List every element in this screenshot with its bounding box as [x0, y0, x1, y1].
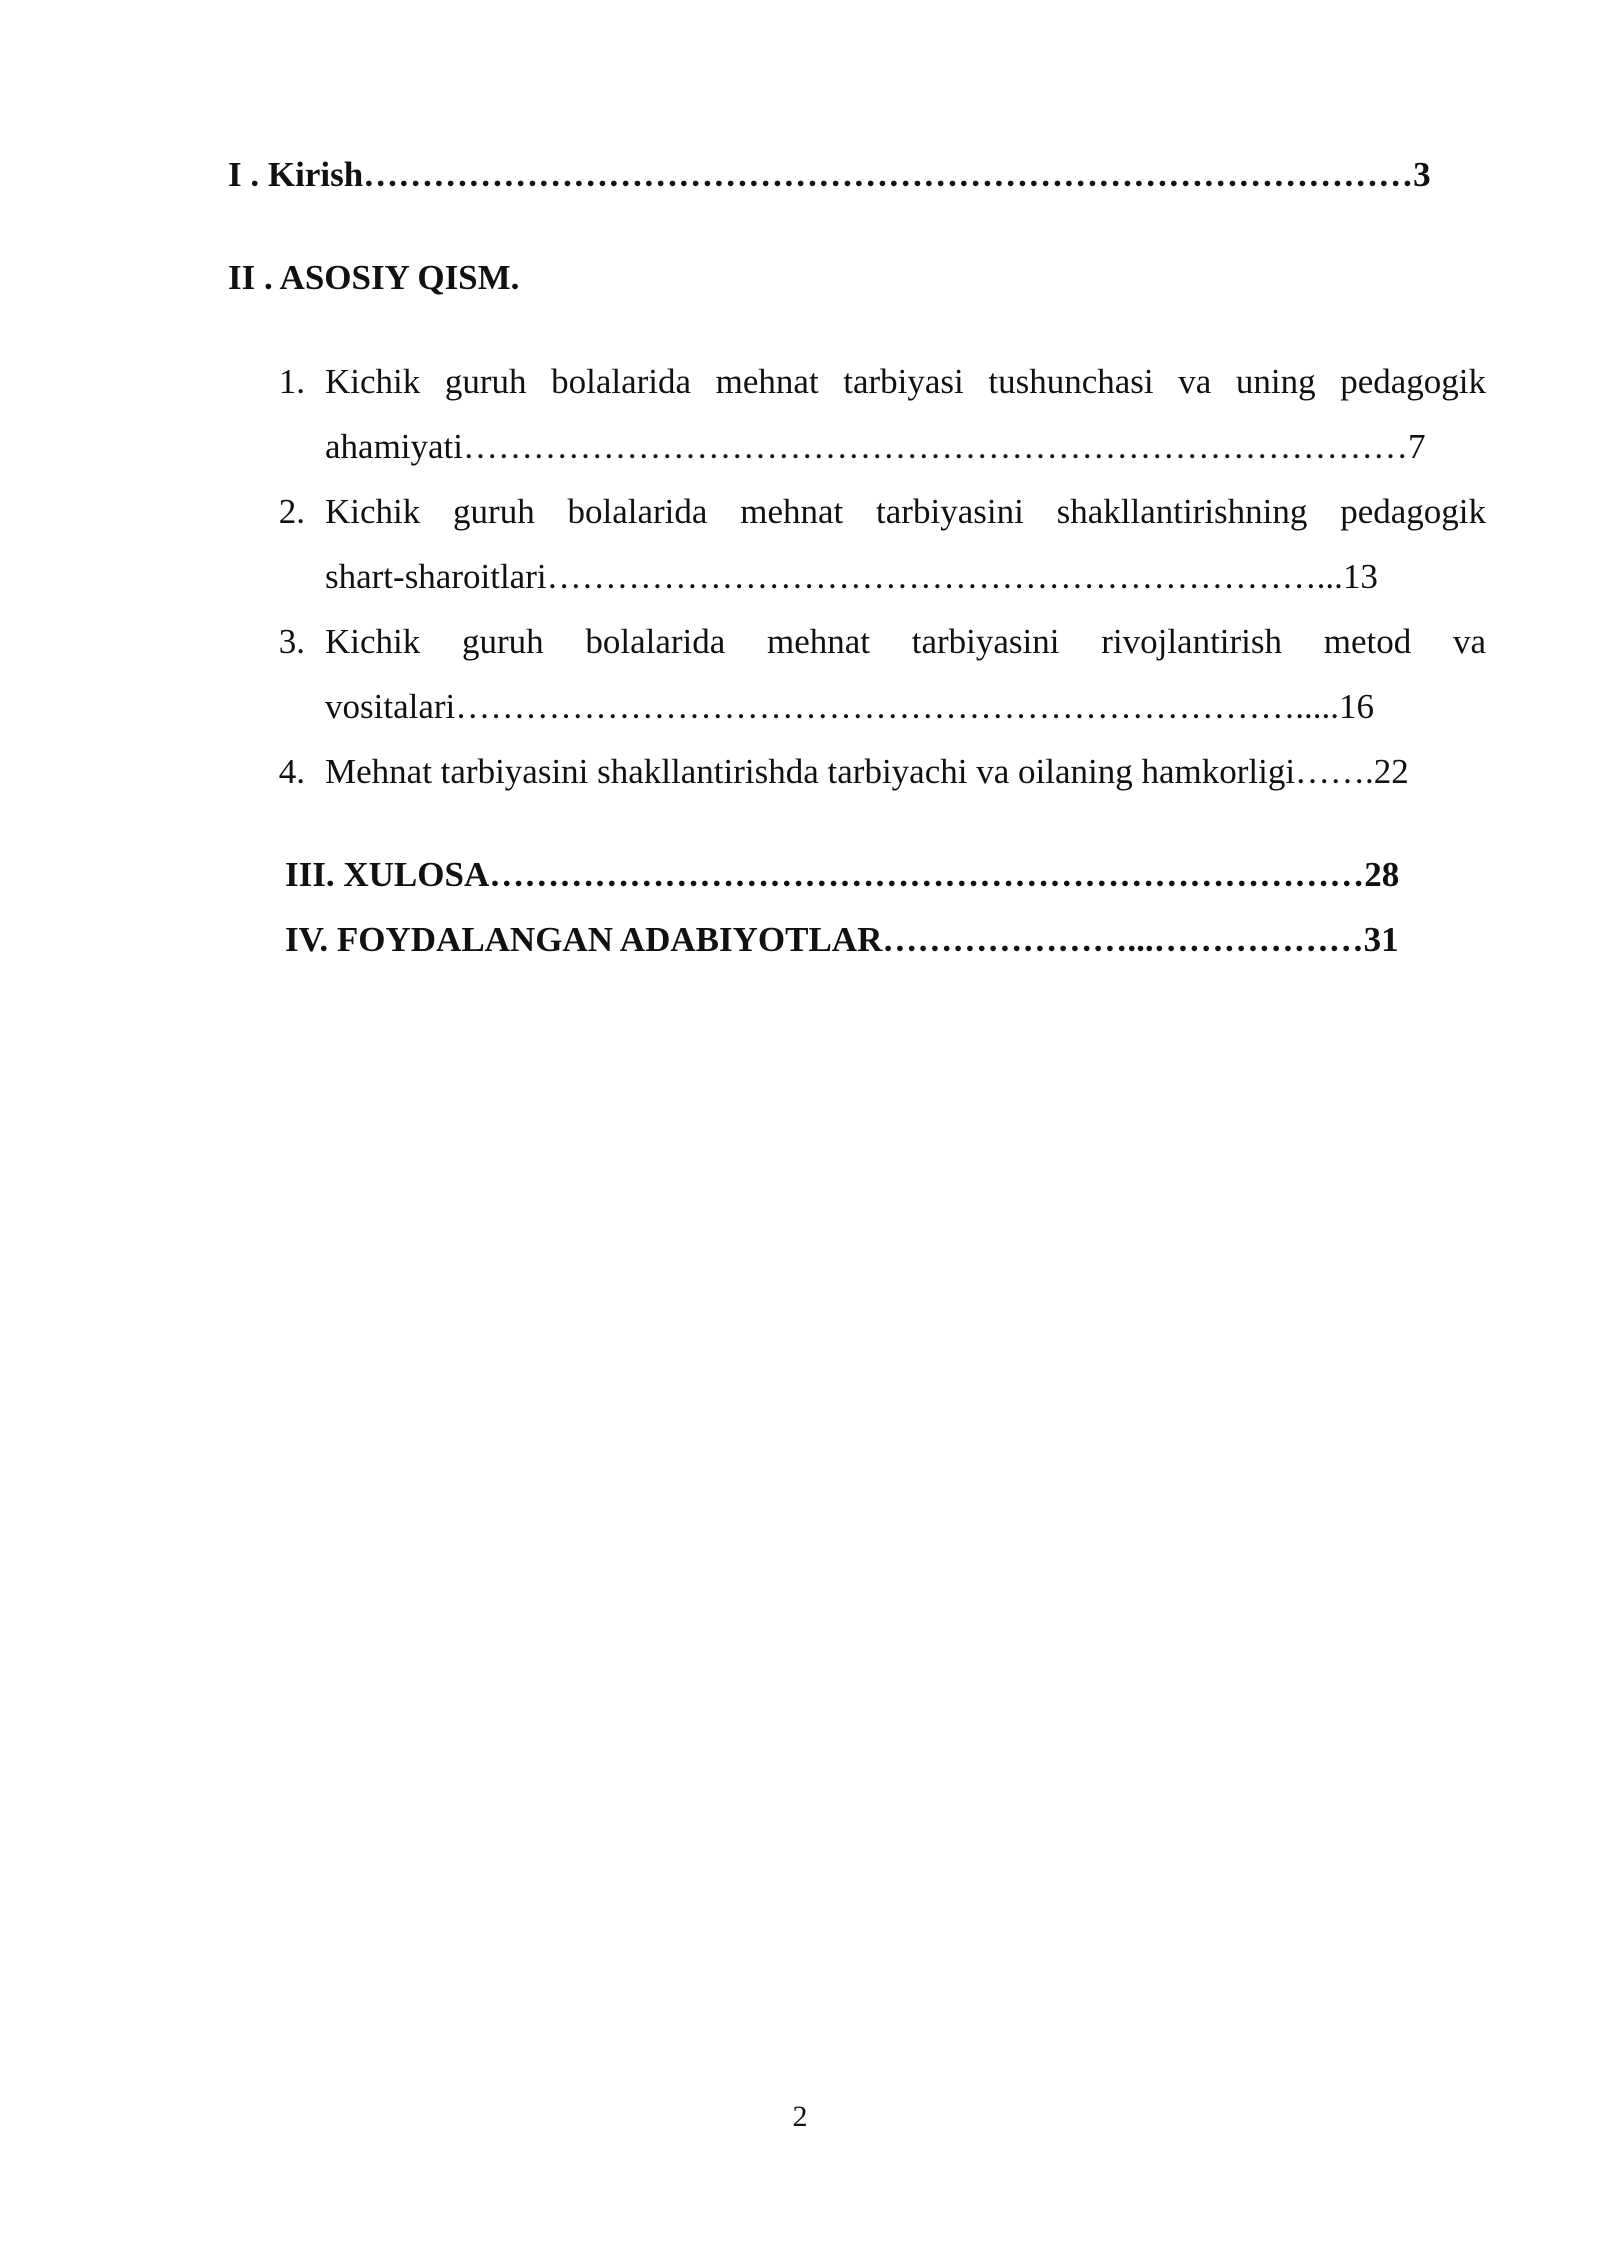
toc-asosiy-qism: II . ASOSIY QISM. — [228, 258, 520, 297]
toc-item-title: Kichik guruh bolalarida mehnat tarbiyasini rivojlantirish metod va — [325, 622, 1486, 661]
toc-item-continuation: vositalari……………………………………………………………….....16 — [325, 687, 1374, 726]
toc-item-title: Kichik guruh bolalarida mehnat tarbiyasini shakllantirishning pedagogik — [325, 492, 1486, 531]
toc-kirish: I . Kirish………………………………………………………………………………3 — [228, 155, 1431, 194]
toc-item-title: Mehnat tarbiyasini shakllantirishda tarbiyachi va oilaning hamkorligi…….22 — [325, 752, 1409, 791]
toc-item-continuation: shart-sharoitlari…………………………………………………………...13 — [325, 557, 1378, 596]
toc-xulosa: III. XULOSA…………………………………………………………………28 — [285, 855, 1400, 894]
toc-item-number: 1. — [278, 362, 305, 401]
toc-item-number: 3. — [278, 622, 305, 661]
toc-item-title: Kichik guruh bolalarida mehnat tarbiyasi tushunchasi va uning pedagogik — [325, 362, 1486, 401]
toc-adabiyotlar: IV. FOYDALANGAN ADABIYOTLAR…………………...………………31 — [285, 920, 1399, 959]
toc-item-number: 4. — [278, 752, 305, 791]
toc-item-number: 2. — [278, 492, 305, 531]
toc-item-continuation: ahamiyati………………………………………………………………………7 — [325, 427, 1426, 466]
page-number: 2 — [792, 2100, 808, 2133]
